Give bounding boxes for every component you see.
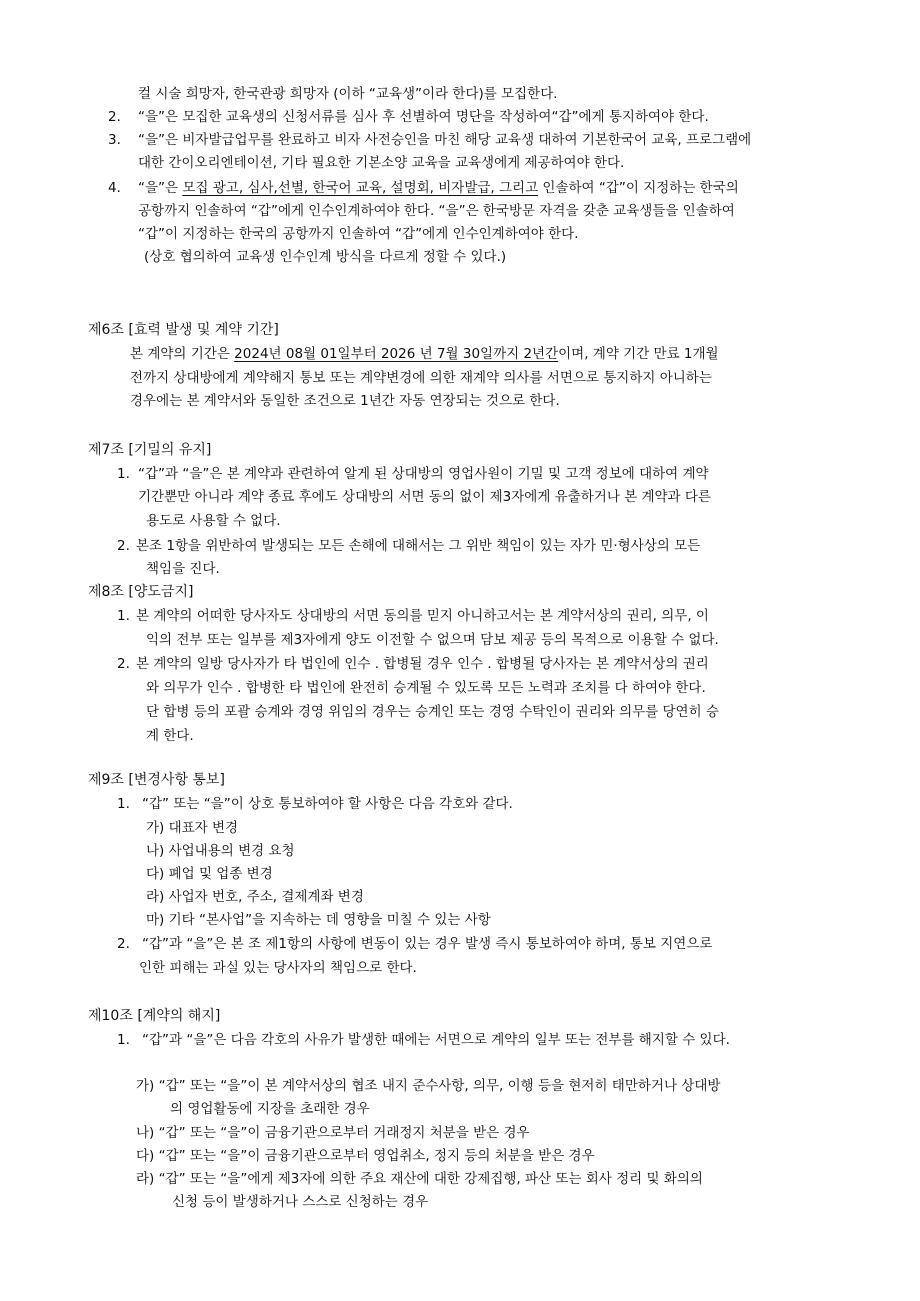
art5-item4-text2: 공항까지 인솔하여 “갑”에게 인수인계하여야 한다. “을”은 한국방문 자격을 갖춘 교육생들을 인솔하여 xyxy=(138,203,735,219)
art7-item1-text2: 기간뿐만 아니라 계약 종료 후에도 상대방의 서면 동의 없이 제3자에게 유출하거나 본 계약과 다른 xyxy=(138,489,711,505)
art10-sub-ra-2: 신청 등이 발생하거나 스스로 신청하는 경우 xyxy=(172,1194,429,1210)
art6-line3: 경우에는 본 계약서와 동일한 조건으로 1년간 자동 연장되는 것으로 한다. xyxy=(130,393,560,409)
art10-sub-ra-1: 라) “갑” 또는 “을”에게 제3자에 의한 주요 재산에 대한 강제집행, 파산 또는 회사 정리 및 화의의 xyxy=(136,1171,703,1187)
art10-item1-text: “갑”과 “을”은 다음 각호의 사유가 발생한 때에는 서면으로 계약의 일부 또는 전부를 해지할 수 있다. xyxy=(142,1032,730,1048)
art7-item1-num: 1. xyxy=(117,466,130,482)
art9-sub-ga: 가) 대표자 변경 xyxy=(146,820,239,836)
art8-item2-text2: 와 의무가 인수 . 합병한 타 법인에 완전히 승계될 수 있도록 모든 노력과 조치를 다 하여야 한다. xyxy=(146,680,706,696)
art9-item1-text: “갑” 또는 “을”이 상호 통보하여야 할 사항은 다음 각호와 같다. xyxy=(142,796,513,812)
art7-item1-text1: “갑”과 “을”은 본 계약과 관련하여 알게 된 상대방의 영업사원이 기밀 및 고객 정보에 대하여 계약 xyxy=(138,466,709,482)
art5-item2-text: “을”은 모집한 교육생의 신청서류를 심사 후 선별하여 명단을 작성하여“갑”에게 통지하여야 한다. xyxy=(138,109,709,125)
art9-sub-ma: 마) 기타 “본사업”을 지속하는 데 영향을 미칠 수 있는 사항 xyxy=(146,912,491,928)
art7-title: 제7조 [기밀의 유지] xyxy=(88,442,212,458)
art5-line0: 컬 시술 희망자, 한국관광 희망자 (이하 “교육생”이라 한다)를 모집한다. xyxy=(138,86,558,102)
art9-sub-ra: 라) 사업자 번호, 주소, 결제계좌 변경 xyxy=(146,889,364,905)
art7-item2-num: 2. xyxy=(117,538,130,554)
art7-item2-text2: 책임을 진다. xyxy=(146,561,220,577)
art5-item2-num: 2. xyxy=(108,109,121,125)
art8-item1-num: 1. xyxy=(117,608,130,624)
art6-line1 xyxy=(130,345,719,363)
art5-item4-underlined: 모집 광고, 심사,선별, 한국어 교육, 설명회, 비자발급, 그리고 xyxy=(182,180,539,196)
art6-pre: 본 계약의 기간은 xyxy=(130,346,235,362)
art8-item2-text1: 본 계약의 일방 당사자가 타 법인에 인수 . 합병될 경우 인수 . 합병될 당사자는 본 계약서상의 권리 xyxy=(136,656,709,672)
art8-item2-text4: 계 한다. xyxy=(146,728,194,744)
art10-sub-da: 다) “갑” 또는 “을”이 금융기관으로부터 영업취소, 정지 등의 처분을 받은 경우 xyxy=(136,1148,595,1164)
art10-sub-ga-2: 의 영업활동에 지장을 초래한 경우 xyxy=(170,1101,370,1117)
art8-item1-text1: 본 계약의 어떠한 당사자도 상대방의 서면 동의를 믿지 아니하고서는 본 계약서상의 권리, 의무, 이 xyxy=(136,608,709,624)
art5-item4-pre: “을”은 xyxy=(138,180,183,196)
art5-item4-post: 인솔하여 “갑”이 지정하는 한국의 xyxy=(538,180,739,196)
art8-title: 제8조 [양도금지] xyxy=(88,584,194,600)
art5-item4-text3: “갑”이 지정하는 한국의 공항까지 인솔하여 “갑”에게 인수인계하여야 한다. xyxy=(138,226,579,242)
art6-title: 제6조 [효력 발생 및 계약 기간] xyxy=(88,322,279,338)
art8-item2-num: 2. xyxy=(117,656,130,672)
art10-sub-ga-1: 가) “갑” 또는 “을”이 본 계약서상의 협조 내지 준수사항, 의무, 이행 등을 현저히 태만하거나 상대방 xyxy=(136,1078,721,1094)
art5-item4-line1 xyxy=(138,179,739,197)
art9-item2-text2: 인한 피해는 과실 있는 당사자의 책임으로 한다. xyxy=(139,960,417,976)
art9-title: 제9조 [변경사항 통보] xyxy=(88,772,225,788)
art9-item2-num: 2. xyxy=(117,936,130,952)
art7-item1-text3: 용도로 사용할 수 없다. xyxy=(146,513,281,529)
art9-sub-na: 나) 사업내용의 변경 요청 xyxy=(146,843,295,859)
art7-item2-text1: 본조 1항을 위반하여 발생되는 모든 손해에 대해서는 그 위반 책임이 있는 자가 민·형사상의 모든 xyxy=(136,538,701,554)
art5-item3-text1: “을”은 비자발급업무를 완료하고 비자 사전승인을 마친 해당 교육생 대하여 기본한국어 교육, 프로그램에 xyxy=(138,132,752,148)
art6-period: 2024년 08월 01일부터 2026 년 7월 30일까지 2년간 xyxy=(234,346,559,362)
art5-item4-note: (상호 협의하여 교육생 인수인계 방식을 다르게 정할 수 있다.) xyxy=(144,249,507,265)
art9-sub-da: 다) 폐업 및 업종 변경 xyxy=(146,866,273,882)
art8-item2-text3: 단 합병 등의 포괄 승계와 경영 위임의 경우는 승계인 또는 경영 수탁인이 권리와 의무를 당연히 승 xyxy=(146,704,719,720)
art8-item1-text2: 익의 전부 또는 일부를 제3자에게 양도 이전할 수 없으며 담보 제공 등의 목적으로 이용할 수 없다. xyxy=(146,632,719,648)
art9-item1-num: 1. xyxy=(117,796,130,812)
art10-title: 제10조 [계약의 해지] xyxy=(88,1008,221,1024)
art10-item1-num: 1. xyxy=(117,1032,130,1048)
art6-line2: 전까지 상대방에게 계약해지 통보 또는 계약변경에 의한 재계약 의사를 서면으로 통지하지 아니하는 xyxy=(130,370,712,386)
art5-item3-text2: 대한 간이오리엔테이션, 기타 필요한 기본소양 교육을 교육생에게 제공하여야 한다. xyxy=(138,155,625,171)
art10-sub-na: 나) “갑” 또는 “을”이 금융기관으로부터 거래정지 처분을 받은 경우 xyxy=(136,1125,530,1141)
art5-item3-num: 3. xyxy=(108,132,121,148)
art9-item2-text1: “갑”과 “을”은 본 조 제1항의 사항에 변동이 있는 경우 발생 즉시 통보하여야 하며, 통보 지연으로 xyxy=(142,936,713,952)
art5-item4-num: 4. xyxy=(108,180,121,196)
art6-post: 이며, 계약 기간 만료 1개월 xyxy=(558,346,719,362)
